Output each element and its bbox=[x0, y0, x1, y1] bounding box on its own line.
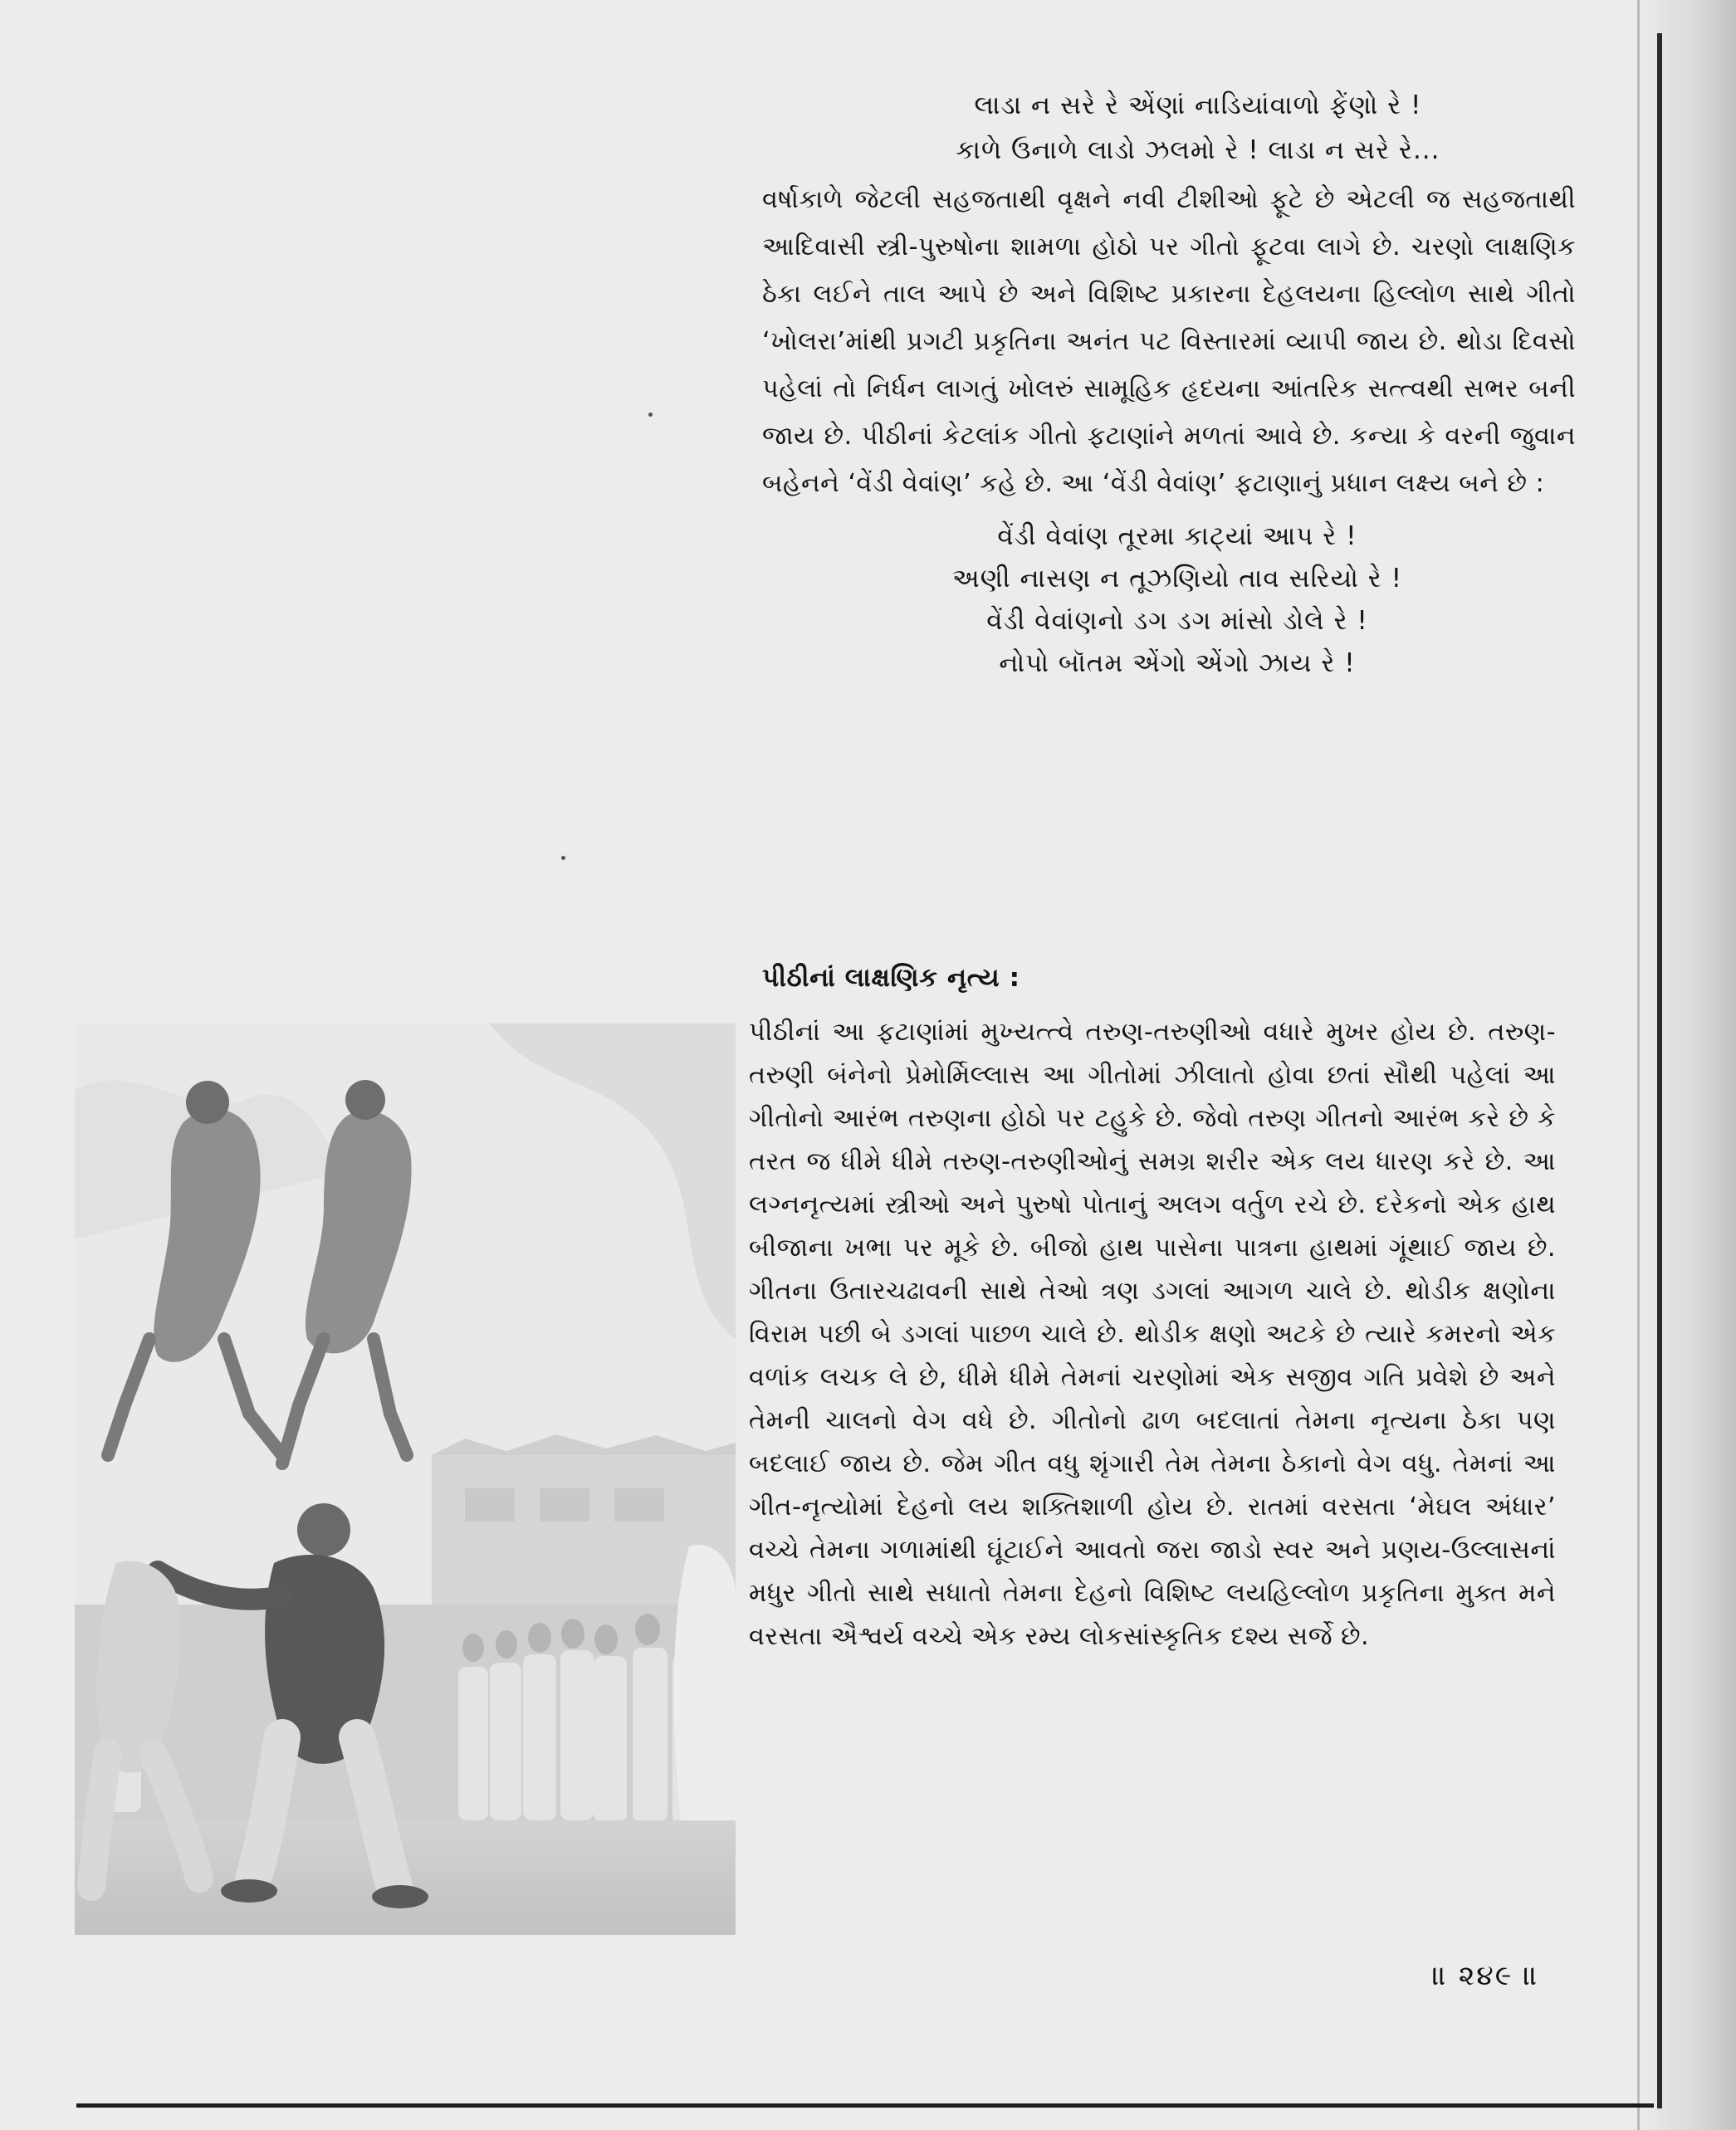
intro-paragraph: વર્ષાકાળે જેટલી સહજતાથી વૃક્ષને નવી ટીશીઓ ફૂટે છે એટલી જ સહજતાથી આદિવાસી સ્ત્રી-પુરુષોના શામળા હોઠો પર ગીતો ફૂટવા લાગે છે. ચરણો લાક્ષણિક ઠેકા લઈને તાલ આપે છે અને વિશિષ્ટ પ્રકારના દેહલયના હિલ્લોળ સાથે ગીતો ‘ખોલરા’માંથી પ્રગટી પ્રકૃતિના અનંત પટ વિસ્તારમાં વ્યાપી જાય છે. થોડા દિવસો પહેલાં તો નિર્ધન લાગતું ખોલરું સામૂહિક હૃદયના આંતરિક સત્ત્વથી સભર બની જાય છે. પીઠીનાં કેટલાંક ગીતો ફટાણાંને મળતાં આવે છે. કન્યા કે વરની જુવાન બહેનને ‘વેંડી વેવાંણ’ કહે છે. આ ‘વેંડી વેવાંણ’ ફટાણાનું પ્રધાન લક્ષ્ય બને છે : bbox=[762, 185, 1576, 498]
verse-line: કાળે ઉનાળે લાડો ઝલમો રે ! લાડા ન સરે રે... bbox=[956, 135, 1440, 165]
paper-speck bbox=[648, 413, 653, 417]
dance-photo bbox=[75, 1023, 736, 1935]
page-edge-shadow bbox=[1636, 0, 1736, 2130]
song-verse bbox=[762, 515, 1576, 685]
page-number: ॥ ૨૪૯ ॥ bbox=[1432, 1959, 1540, 1991]
text-column bbox=[762, 83, 1576, 685]
dance-photo-illustration bbox=[75, 1023, 736, 1935]
binding-edge-line bbox=[1637, 0, 1640, 2130]
bottom-rule bbox=[76, 2103, 1654, 2108]
verse-line: નોપો બૉતમ એંગો એંગો ઝાય રે ! bbox=[999, 648, 1356, 678]
verse-line: લાડા ન સરે રે એંણાં નાડિયાંવાળો ફેંણો રે ! bbox=[974, 90, 1422, 120]
section-heading: પીઠીનાં લાક્ષણિક નૃત્ય : bbox=[762, 963, 1020, 993]
section-body: પીઠીનાં આ ફટાણાંમાં મુખ્યત્ત્વે તરુણ-તરુણીઓ વધારે મુખર હોય છે. તરુણ-તરુણી બંનેનો પ્રેમોર્મિલ્લાસ આ ગીતોમાં ઝીલાતો હોવા છતાં સૌથી પહેલાં આ ગીતોનો આરંભ તરુણના હોઠો પર ટહુકે છે. જેવો તરુણ ગીતનો આરંભ કરે છે કે તરત જ ધીમે ધીમે તરુણ-તરુણીઓનું સમગ્ર શરીર એક લય ધારણ કરે છે. આ લગ્નનૃત્યમાં સ્ત્રીઓ અને પુરુષો પોતાનું અલગ વર્તુળ રચે છે. દરેકનો એક હાથ બીજાના ખભા પર મૂકે છે. બીજો હાથ પાસેના પાત્રના હાથમાં ગૂંથાઈ જાય છે. ગીતના ઉતારચઢાવની સાથે તેઓ ત્રણ ડગલાં આગળ ચાલે છે. થોડીક ક્ષણોના વિરામ પછી બે ડગલાં પાછળ ચાલે છે. થોડીક ક્ષણો અટકે છે ત્યારે કમરનો એક વળાંક લચક લે છે, ધીમે ધીમે તેમનાં ચરણોમાં એક સજીવ ગતિ પ્રવેશે છે અને તેમની ચાલનો વેગ વધે છે. ગીતોનો ઢાળ બદલાતાં તેમના નૃત્યના ઠેકા પણ બદલાઈ જાય છે. જેમ ગીત વધુ શૃંગારી તેમ તેમના ઠેકાનો વેગ વધુ. તેમનાં આ ગીત-નૃત્યોમાં દેહનો લય શક્તિશાળી હોય છે. રાતમાં વરસતા ‘મેઘલ અંધાર’ વચ્ચે તેમના ગળામાંથી ઘૂંટાઈને આવતો જરા જાડો સ્વર અને પ્રણય-ઉલ્લાસનાં મધુર ગીતો સાથે સધાતો તેમના દેહનો વિશિષ્ટ લયહિલ્લોળ પ્રકૃતિના મુક્ત મને વરસતા ઐશ્વર્ય વચ્ચે એક રમ્ય લોકસાંસ્કૃતિક દશ્ય સર્જે છે. bbox=[749, 1018, 1556, 1651]
verse-line: વેંડી વેવાંણ તૂરમા કાટ્યાં આપ રે ! bbox=[997, 521, 1357, 551]
verse-line: વેંડી વેવાંણનો ડગ ડગ માંસો ડોલે રે ! bbox=[986, 606, 1368, 636]
opening-verse bbox=[762, 83, 1576, 173]
verse-line: અણી નાસણ ન તૂઝણિયો તાવ સરિયો રે ! bbox=[951, 564, 1402, 594]
binding-edge-shadow bbox=[1657, 33, 1662, 2108]
paper-speck bbox=[561, 856, 565, 860]
